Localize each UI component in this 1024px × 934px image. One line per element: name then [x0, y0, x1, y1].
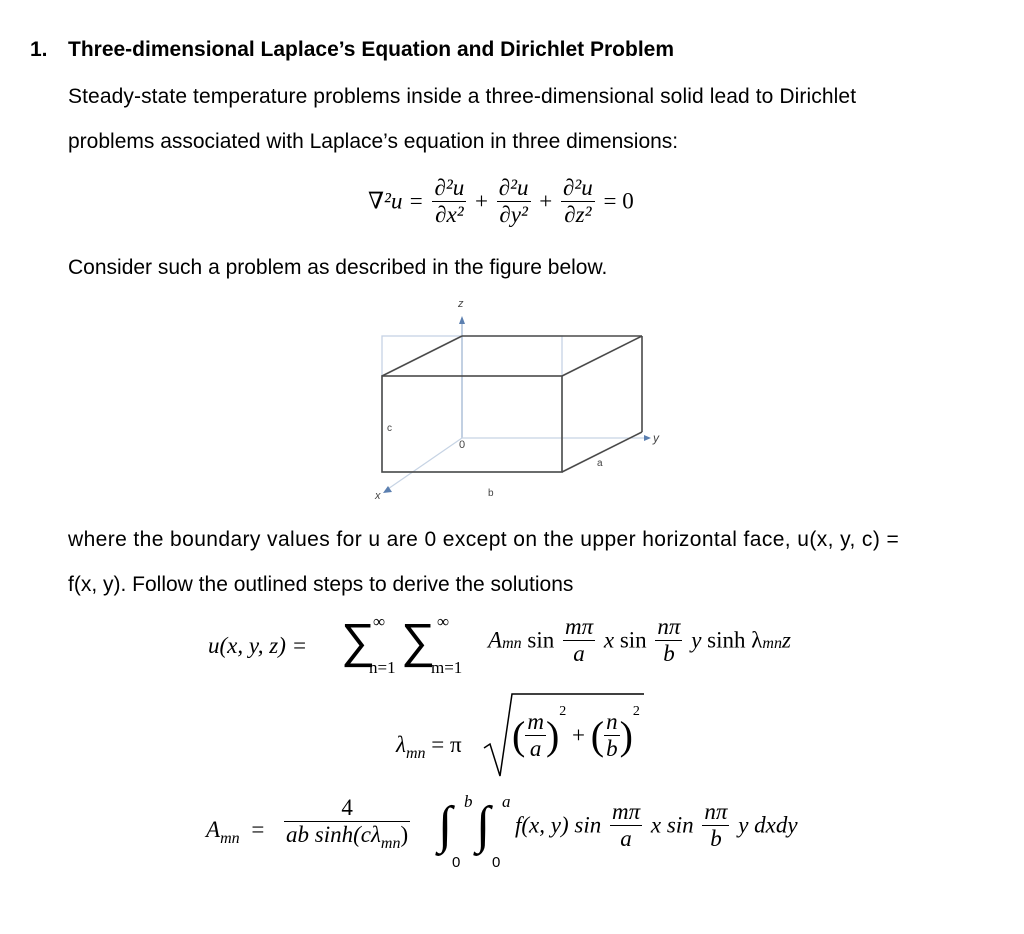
- integral-inner: [476, 786, 516, 876]
- intro-line-2: problems associated with Laplace’s equation in three dimensions:: [68, 130, 679, 153]
- sum-m-symbol: ∑: [401, 615, 436, 668]
- solution-lhs: u(x, y, z) =: [208, 633, 308, 658]
- label-x: x: [375, 490, 381, 502]
- amn-fraction: [284, 795, 410, 853]
- laplace-term-y: $\frac{\text{∂²u}}{\text{∂y²}}$: [498, 175, 529, 227]
- integral-outer-symbol: ∫: [438, 797, 453, 854]
- sum-n-lower: n=1: [369, 658, 396, 677]
- solution-sinh: sinh λ: [707, 627, 763, 653]
- lambda-lhs: $\lambda_{mn} = \pi$: [396, 732, 462, 762]
- heading-title: Three-dimensional Laplace’s Equation and Dirichlet Problem: [68, 38, 675, 61]
- amn-lhs-sub: mn: [220, 830, 240, 847]
- label-z: z: [458, 298, 464, 310]
- integral-outer-lower: 0: [452, 854, 461, 871]
- solution-frac-y: $\frac{n\pi}{b}$: [657, 614, 681, 666]
- boundary-line-2: f(x, y). Follow the outlined steps to derive the solutions: [68, 573, 574, 596]
- amn-var-x: x sin: [650, 812, 694, 838]
- solution-coef-sub: mn: [502, 634, 522, 652]
- solution-sin-2: sin: [619, 627, 647, 653]
- label-y: y: [653, 431, 659, 445]
- label-0: 0: [459, 439, 466, 451]
- sum-n-symbol: ∑: [341, 615, 376, 668]
- amn-frac-x: $\frac{m\pi}{a}$: [611, 799, 641, 851]
- label-b: b: [488, 488, 494, 499]
- integral-inner-upper: a: [502, 792, 511, 811]
- amn-integrand: [515, 799, 798, 852]
- lambda-exp-2: 2: [632, 704, 640, 719]
- solution-var-y: y: [691, 627, 702, 653]
- lambda-frac-m-a: $\frac{m}{a}$: [527, 709, 544, 762]
- amn-den: ab $\sinh(c\lambda_{mn})$: [286, 822, 409, 852]
- lambda-frac-n-b: $\frac{n}{b}$: [606, 709, 618, 762]
- sum-n-upper: ∞: [373, 612, 386, 631]
- solution-sinh-sub: mn: [762, 634, 782, 652]
- solution-coef: A: [488, 627, 503, 653]
- lambda-radicand: ( $\frac{m}{a}$ )$^2$ + ( $\frac{n}{b}$ )$^2$: [512, 704, 640, 762]
- solution-var-z: z: [781, 627, 791, 653]
- lambda-plus: +: [572, 722, 586, 748]
- lambda-sub: mn: [405, 745, 426, 762]
- integral-outer-upper: b: [464, 792, 473, 811]
- solution-frac-x: $\frac{m\pi}{a}$: [564, 614, 594, 666]
- laplace-plus-2: +: [539, 188, 553, 214]
- laplace-term-z: $\frac{\text{∂²u}}{\text{∂z²}}$: [562, 175, 593, 227]
- consider-text: Consider such a problem as described in the figure below.: [68, 256, 608, 279]
- intro-line-1: Steady-state temperature problems inside a three-dimensional solid lead to Dirichlet: [68, 85, 857, 108]
- integral-outer: [438, 786, 478, 876]
- amn-frac-y: $\frac{n\pi}{b}$: [704, 799, 728, 851]
- amn-num: 4: [284, 795, 410, 822]
- integral-inner-symbol: ∫: [476, 797, 491, 854]
- amn-integrand-f: f(x, y) sin: [515, 812, 602, 838]
- heading-number: 1.: [30, 38, 48, 61]
- integral-inner-lower: 0: [492, 854, 501, 871]
- boundary-line-1: where the boundary values for u are 0 except on the upper horizontal face, u(x, y, c) =: [68, 528, 900, 551]
- label-a: a: [597, 458, 603, 469]
- label-c: c: [387, 423, 392, 434]
- solution-sin-1: sin: [527, 627, 555, 653]
- sum-m-upper: ∞: [437, 612, 450, 631]
- amn-lhs: $A_{mn}$ =: [206, 817, 265, 847]
- solution-var-x: x: [603, 627, 615, 653]
- laplace-rhs: = 0: [603, 188, 634, 214]
- amn-tail: y dxdy: [738, 812, 798, 838]
- laplace-plus-1: +: [475, 188, 488, 214]
- laplace-lhs: ∇²u =: [368, 188, 424, 214]
- amn-eq: =: [251, 817, 265, 842]
- laplace-term-x: $\frac{\text{∂²u}}{\text{∂x²}}$: [434, 175, 465, 227]
- lambda-exp-1: 2: [559, 704, 567, 719]
- lambda-eq: = π: [431, 732, 462, 757]
- sum-m-lower: m=1: [431, 658, 463, 677]
